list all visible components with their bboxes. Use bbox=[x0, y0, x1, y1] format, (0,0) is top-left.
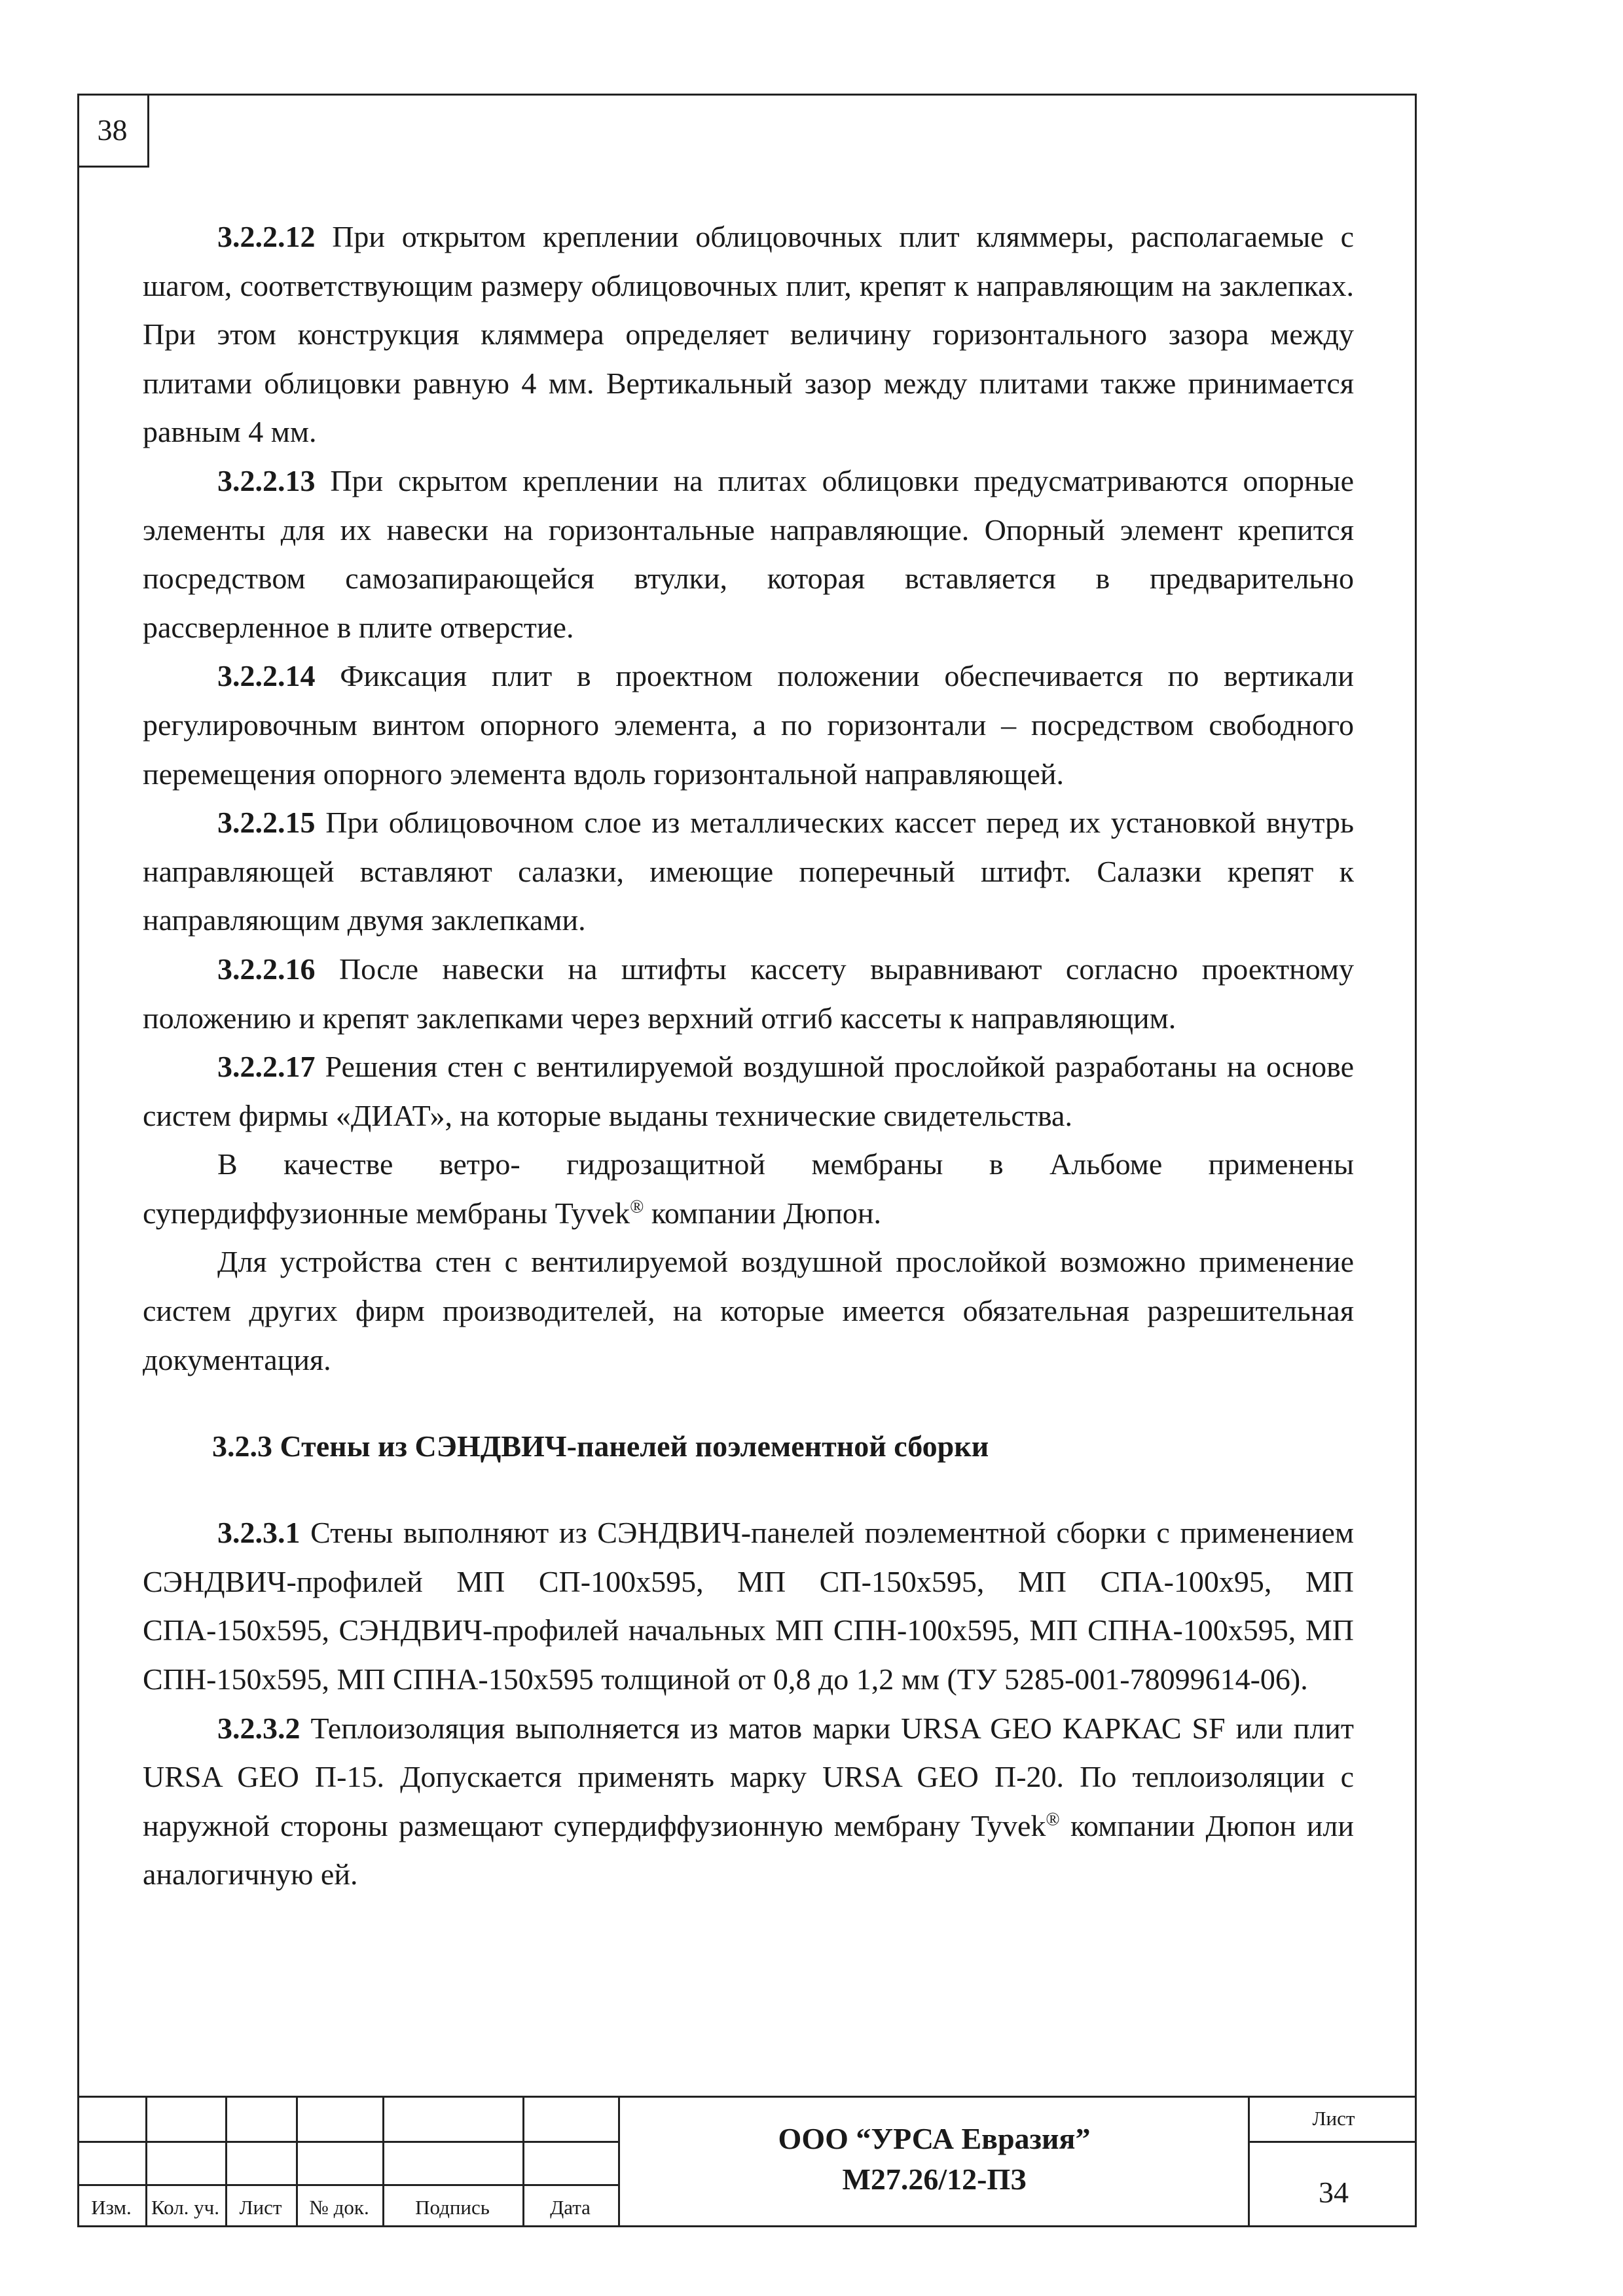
label-sheet: Лист bbox=[239, 2196, 282, 2219]
sheet-label: Лист bbox=[1312, 2107, 1355, 2130]
clause-number: 3.2.3.1 bbox=[217, 1516, 301, 1550]
clause-text: При облицовочном слое из металлических кассет перед их установкой внутрь направляющей вставляют салазки, имеющие поперечный штифт. Салазки крепят к направляющим двумя заклепками. bbox=[143, 806, 1354, 937]
clause-text: После навески на штифты кассету выравнивают согласно проектному положению и крепят заклепками через верхний отгиб кассеты к направляющим. bbox=[143, 952, 1354, 1035]
label-doc-number: № док. bbox=[309, 2196, 369, 2219]
paragraph-3-2-2-12 bbox=[143, 213, 1354, 457]
clause-text: Решения стен с вентилируемой воздушной прослойкой разработаны на основе систем фирмы «ДИАТ», на которые выданы технические свидетельства. bbox=[143, 1050, 1354, 1132]
organization-block bbox=[621, 2119, 1248, 2200]
paragraph-3-2-3-1 bbox=[143, 1509, 1354, 1704]
section-heading: 3.2.3 Стены из СЭНДВИЧ-панелей поэлементной сборки bbox=[212, 1429, 989, 1463]
paragraph-3-2-2-15 bbox=[143, 798, 1354, 945]
clause-number: 3.2.3.2 bbox=[217, 1711, 301, 1745]
paragraph-other-systems: Для устройства стен с вентилируемой воздушной прослойкой возможно применение систем других фирм производителей, на которые имеется обязательная разрешительная документация. bbox=[143, 1245, 1354, 1376]
clause-number: 3.2.2.14 bbox=[217, 659, 316, 693]
divider bbox=[77, 2141, 618, 2143]
page-number: 38 bbox=[97, 113, 128, 147]
divider bbox=[618, 2098, 620, 2227]
clause-text: При открытом креплении облицовочных плит кляммеры, располагаемые с шагом, соответствующим размеру облицовочных плит, крепят к направляющим на заклепках. При этом конструкция кляммера определяет величину горизонтального зазора между плитами облицовки равную 4 мм. Вертикальный зазор между плитами также принимается равным 4 мм. bbox=[143, 220, 1354, 449]
document-body bbox=[143, 213, 1354, 1899]
label-date: Дата bbox=[550, 2196, 591, 2219]
paragraph-3-2-2-17 bbox=[143, 1043, 1354, 1140]
clause-number: 3.2.2.12 bbox=[217, 220, 316, 253]
paragraph-3-2-2-16 bbox=[143, 945, 1354, 1043]
organization-name: ООО “УРСА Евразия” bbox=[778, 2122, 1091, 2155]
page-number-box bbox=[77, 94, 149, 168]
clause-number: 3.2.2.16 bbox=[217, 952, 316, 986]
registered-mark: ® bbox=[1046, 1809, 1060, 1830]
sheet-number: 34 bbox=[1319, 2176, 1349, 2209]
paragraph-membrane: В качестве ветро- гидрозащитной мембраны в Альбоме применены супердиффузионные мембраны Tyvek® компании Дюпон. bbox=[143, 1147, 1354, 1230]
label-change: Изм. bbox=[91, 2196, 132, 2219]
clause-number: 3.2.2.13 bbox=[217, 463, 316, 497]
document-code: М27.26/12-ПЗ bbox=[842, 2162, 1027, 2196]
divider bbox=[1248, 2141, 1417, 2143]
label-qty: Кол. уч. bbox=[151, 2196, 220, 2219]
clause-number: 3.2.2.17 bbox=[217, 1050, 316, 1084]
paragraph-3-2-2-13 bbox=[143, 457, 1354, 652]
clause-text: Теплоизоляция выполняется из матов марки URSA GEO КАРКАС SF или плит URSA GEO П-15. Допускается применять марку URSA GEO П-20. По теплоизоляции с наружной стороны размещают супердиффузионную мембрану Tyvek bbox=[143, 1711, 1354, 1842]
clause-text: При скрытом креплении на плитах облицовки предусматриваются опорные элементы для их навески на горизонтальные направляющие. Опорный элемент крепится посредством самозапирающейся втулки, которая вставляется в предварительно рассверленное в плите отверстие. bbox=[143, 463, 1354, 644]
clause-text: Стены выполняют из СЭНДВИЧ-панелей поэлементной сборки с применением СЭНДВИЧ-профилей МП СП-100х595, МП СП-150х595, МП СПА-100х95, МП СПА-150х595, СЭНДВИЧ-профилей начальных МП СПН-100х595, МП СПНА-100х595, МП СПН-150х595, МП СПНА-150х595 толщиной от 0,8 до 1,2 мм (ТУ 5285-001-78099614-06). bbox=[143, 1516, 1354, 1696]
registered-mark: ® bbox=[630, 1196, 644, 1217]
paragraph-3-2-3-2: 3.2.3.2 Теплоизоляция выполняется из матов марки URSA GEO КАРКАС SF или плит URSA GEO П-15. Допускается применять марку URSA GEO П-20. По теплоизоляции с наружной стороны размещают супердиффузионную мембрану Tyvek® компании Дюпон или аналогичную ей. bbox=[143, 1711, 1354, 1892]
paragraph-3-2-2-14 bbox=[143, 652, 1354, 798]
clause-text: Фиксация плит в проектном положении обеспечивается по вертикали регулировочным винтом опорного элемента, а по горизонтали – посредством свободного перемещения опорного элемента вдоль горизонтальной направляющей. bbox=[143, 659, 1354, 791]
title-block bbox=[77, 2096, 1417, 2227]
label-signature: Подпись bbox=[415, 2196, 490, 2219]
divider bbox=[77, 2184, 618, 2186]
divider bbox=[1248, 2098, 1250, 2227]
clause-number: 3.2.2.15 bbox=[217, 806, 316, 840]
